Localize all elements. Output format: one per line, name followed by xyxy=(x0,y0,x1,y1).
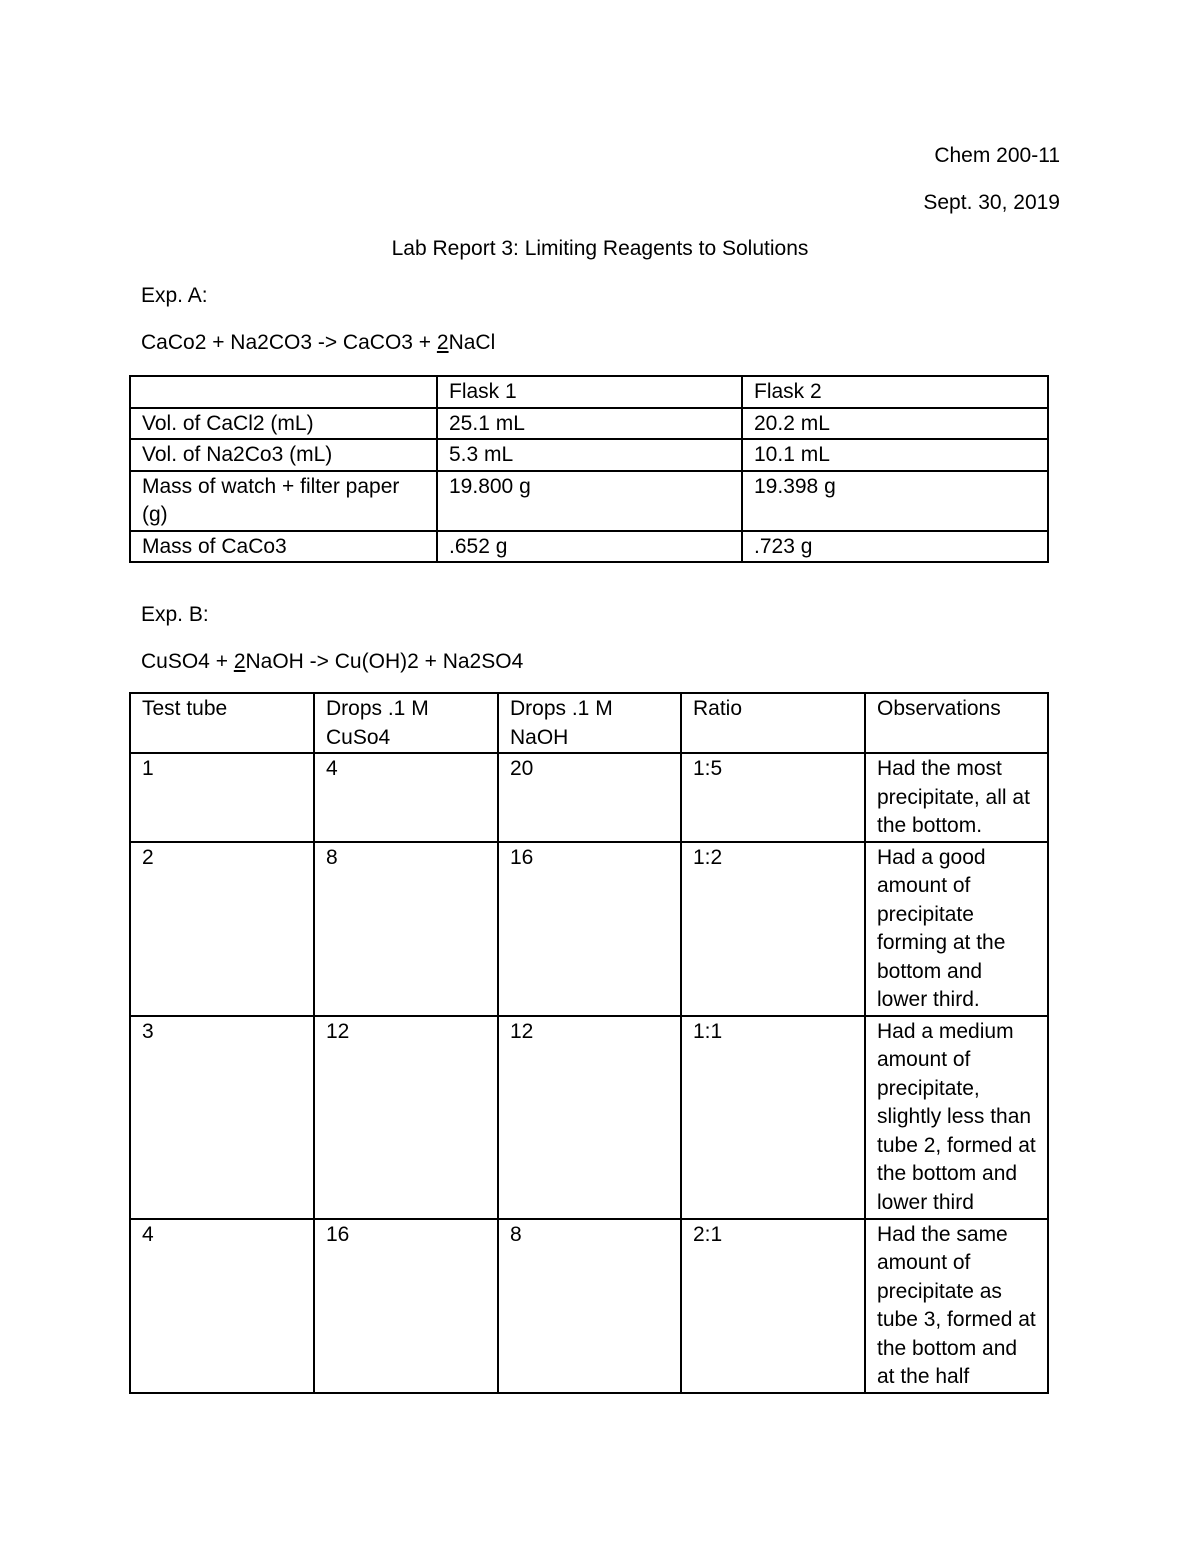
table-row xyxy=(130,1016,1048,1219)
table-cell: Mass of CaCo3 xyxy=(130,531,437,563)
exp-a-table xyxy=(129,375,1049,563)
table-cell: Vol. of Na2Co3 (mL) xyxy=(130,439,437,471)
report-title: Lab Report 3: Limiting Reagents to Solutions xyxy=(391,237,809,260)
exp-a-equation xyxy=(141,330,495,356)
table-row xyxy=(130,531,1048,563)
table-header-cell: Flask 1 xyxy=(437,376,742,408)
table-cell: 8 xyxy=(498,1219,681,1393)
table-cell: 1:2 xyxy=(681,842,865,1016)
table-cell: 5.3 mL xyxy=(437,439,742,471)
table-cell: 1 xyxy=(130,753,314,842)
table-cell: 12 xyxy=(498,1016,681,1219)
table-cell: 20 xyxy=(498,753,681,842)
table-cell: 2 xyxy=(130,842,314,1016)
table-header-row xyxy=(130,693,1048,753)
table-cell: 4 xyxy=(130,1219,314,1393)
exp-a-heading: Exp. A: xyxy=(141,284,208,307)
table-cell: 3 xyxy=(130,1016,314,1219)
table-header-cell: Ratio xyxy=(681,693,865,753)
table-row xyxy=(130,842,1048,1016)
table-cell: Had a good amount of precipitate forming at the bottom and lower third. xyxy=(865,842,1048,1016)
table-cell: Vol. of CaCl2 (mL) xyxy=(130,408,437,440)
table-cell: 8 xyxy=(314,842,498,1016)
table-row xyxy=(130,408,1048,440)
table-cell: Had the most precipitate, all at the bottom. xyxy=(865,753,1048,842)
table-cell: 2:1 xyxy=(681,1219,865,1393)
table-cell: .723 g xyxy=(742,531,1048,563)
table-cell: 16 xyxy=(498,842,681,1016)
exp-b-equation-part2: NaOH -> Cu(OH)2 + Na2SO4 xyxy=(245,650,524,673)
exp-a-equation-part1: CaCo2 + Na2CO3 -> CaCO3 + xyxy=(141,331,437,354)
exp-b-heading: Exp. B: xyxy=(141,603,209,626)
table-header-cell: Flask 2 xyxy=(742,376,1048,408)
table-cell: Had the same amount of precipitate as tube 3, formed at the bottom and at the half xyxy=(865,1219,1048,1393)
table-cell: 1:1 xyxy=(681,1016,865,1219)
table-cell: Had a medium amount of precipitate, slightly less than tube 2, formed at the bottom and lower third xyxy=(865,1016,1048,1219)
table-cell: 20.2 mL xyxy=(742,408,1048,440)
table-header-cell: Drops .1 M CuSo4 xyxy=(314,693,498,753)
exp-b-equation xyxy=(141,649,523,675)
exp-b-table xyxy=(129,692,1049,1394)
exp-b-equation-part1: CuSO4 + xyxy=(141,650,234,673)
table-row xyxy=(130,753,1048,842)
table-header-cell xyxy=(130,376,437,408)
table-cell: 16 xyxy=(314,1219,498,1393)
table-header-cell: Test tube xyxy=(130,693,314,753)
course-label: Chem 200-11 xyxy=(934,144,1060,167)
table-cell: 19.800 g xyxy=(437,471,742,531)
table-cell: 10.1 mL xyxy=(742,439,1048,471)
table-header-row xyxy=(130,376,1048,408)
table-cell: Mass of watch + filter paper (g) xyxy=(130,471,437,531)
table-cell: .652 g xyxy=(437,531,742,563)
table-cell: 12 xyxy=(314,1016,498,1219)
exp-a-equation-part2: NaCl xyxy=(448,331,496,354)
table-header-cell: Drops .1 M NaOH xyxy=(498,693,681,753)
exp-a-equation-coefficient: 2 xyxy=(436,331,449,354)
table-cell: 19.398 g xyxy=(742,471,1048,531)
table-cell: 25.1 mL xyxy=(437,408,742,440)
report-date: Sept. 30, 2019 xyxy=(923,191,1060,214)
exp-b-equation-coefficient: 2 xyxy=(233,650,246,673)
table-row xyxy=(130,471,1048,531)
table-cell: 1:5 xyxy=(681,753,865,842)
table-row xyxy=(130,1219,1048,1393)
table-row xyxy=(130,439,1048,471)
table-header-cell: Observations xyxy=(865,693,1048,753)
table-cell: 4 xyxy=(314,753,498,842)
